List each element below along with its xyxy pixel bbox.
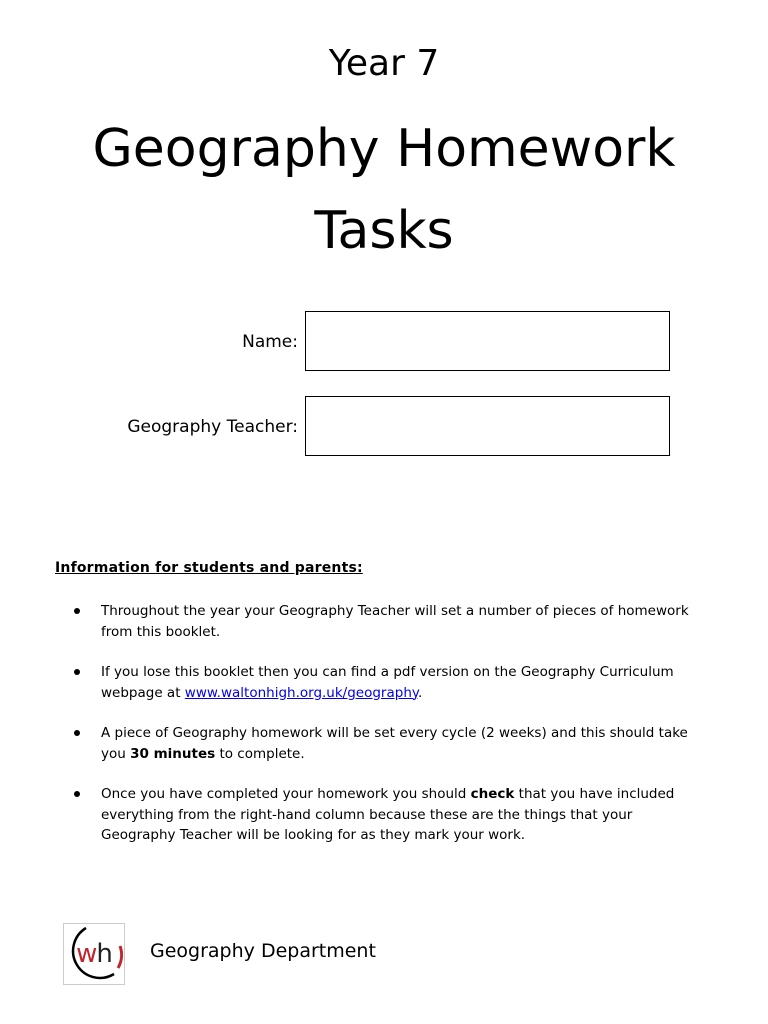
department-name: Geography Department <box>150 940 376 962</box>
title-line-2: Tasks <box>314 201 454 261</box>
list-item <box>0 662 768 703</box>
teacher-field[interactable] <box>305 396 670 456</box>
bullet-text: Once you have completed your homework you should <box>101 786 471 802</box>
info-heading: Information for students and parents: <box>55 560 363 576</box>
list-item <box>0 723 768 764</box>
title-line-1: Geography Homework <box>92 119 676 179</box>
bullet-text: Throughout the year your Geography Teacher will set a number of pieces of homework from this booklet. <box>101 603 689 640</box>
bold-check: check <box>470 786 515 802</box>
school-logo <box>63 923 125 985</box>
teacher-label: Geography Teacher: <box>127 417 298 437</box>
bold-duration: 30 minutes <box>130 745 216 762</box>
logo-letter-w: w <box>76 939 97 969</box>
bullet-icon <box>74 791 80 797</box>
logo-lettering <box>64 924 124 984</box>
list-item <box>0 784 768 846</box>
bullet-text-end: that you have included everything from the right-hand column because these are the things that your Geography Teacher will be looking for as they mark your work. <box>101 786 675 843</box>
bullet-text-end: . <box>417 684 423 701</box>
bullet-icon <box>74 608 80 614</box>
year-heading: Year 7 <box>328 43 440 84</box>
bullet-icon <box>74 669 80 675</box>
bullet-text: A piece of Geography homework will be set every cycle (2 weeks) and this should take you <box>101 725 688 762</box>
name-field[interactable] <box>305 311 670 371</box>
bullet-text: If you lose this booklet then you can find a pdf version on the Geography Curriculum webpage at <box>101 664 674 701</box>
logo-letter-h: h <box>96 939 112 969</box>
info-list <box>0 601 768 866</box>
teacher-row <box>0 396 768 458</box>
list-item <box>0 601 768 642</box>
page-title <box>0 108 768 272</box>
name-label: Name: <box>242 332 298 352</box>
bullet-text-end: to complete. <box>215 745 305 762</box>
name-row <box>0 311 768 373</box>
bullet-icon <box>74 730 80 736</box>
geography-webpage-link[interactable]: www.waltonhigh.org.uk/geography <box>184 684 418 701</box>
